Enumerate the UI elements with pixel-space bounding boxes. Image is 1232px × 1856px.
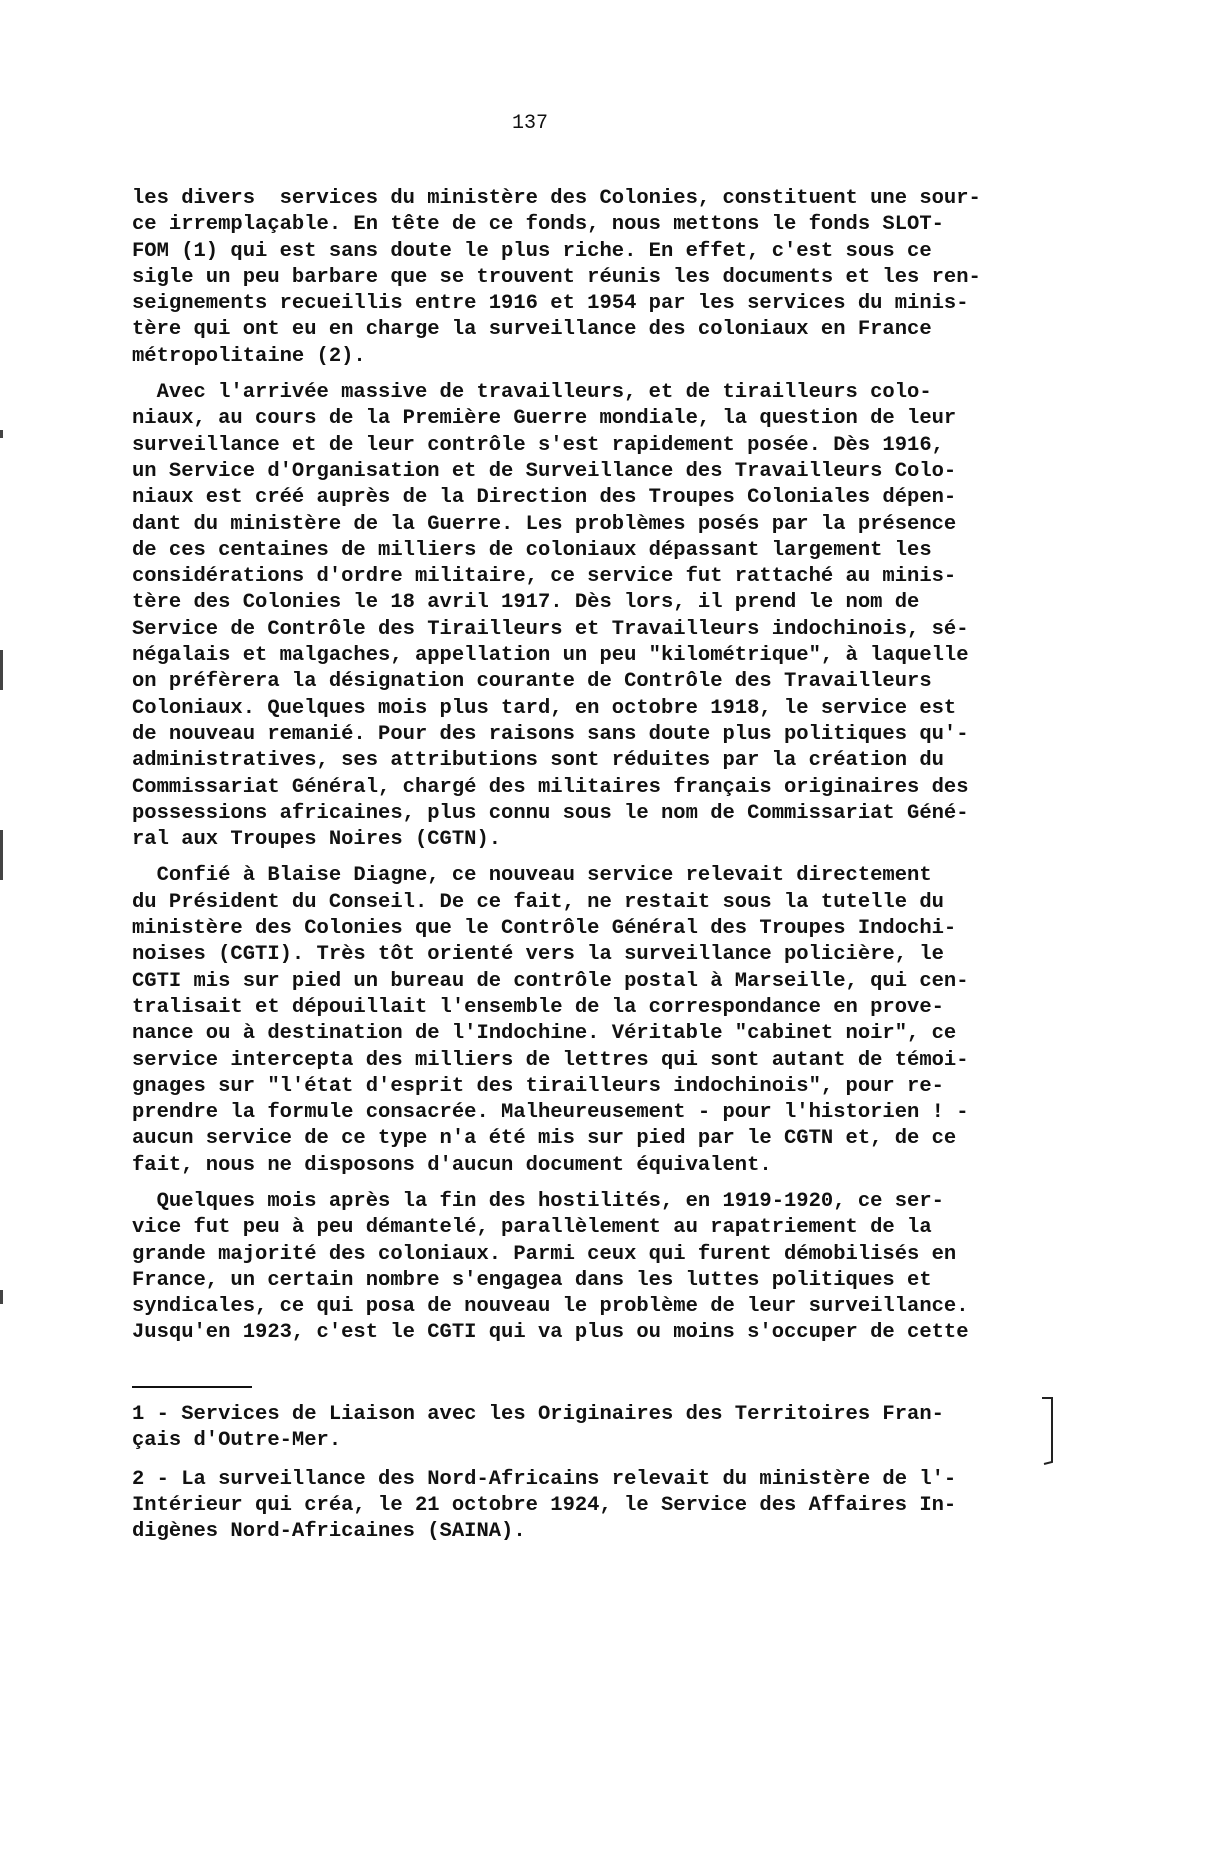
text-line: tère qui ont eu en charge la surveillance des coloniaux en France xyxy=(132,318,932,342)
margin-scan-mark xyxy=(0,650,3,690)
footnote-line: 2 - La surveillance des Nord-Africains relevait du ministère de l'- xyxy=(132,1467,957,1491)
text-line: dant du ministère de la Guerre. Les problèmes posés par la présence xyxy=(132,512,957,536)
text-line: de ces centaines de milliers de coloniaux dépassant largement les xyxy=(132,538,932,562)
margin-scan-mark xyxy=(0,830,3,880)
text-line: Coloniaux. Quelques mois plus tard, en octobre 1918, le service est xyxy=(132,696,957,720)
text-line: seignements recueillis entre 1916 et 1954 par les services du minis- xyxy=(132,292,969,316)
text-line: ce irremplaçable. En tête de ce fonds, nous mettons le fonds SLOT- xyxy=(132,213,944,237)
paragraph-4 xyxy=(132,1189,1032,1347)
paragraph-1 xyxy=(132,186,1032,370)
text-line: Service de Contrôle des Tirailleurs et Travailleurs indochinois, sé- xyxy=(132,617,969,641)
text-line: surveillance et de leur contrôle s'est rapidement posée. Dès 1916, xyxy=(132,433,944,457)
text-line: service intercepta des milliers de lettres qui sont autant de témoi- xyxy=(132,1048,969,1072)
text-line: Avec l'arrivée massive de travailleurs, et de tirailleurs colo- xyxy=(132,381,932,405)
text-line: nance ou à destination de l'Indochine. Véritable "cabinet noir", ce xyxy=(132,1022,957,1046)
margin-scan-mark xyxy=(0,1290,3,1304)
footnote-line: çais d'Outre-Mer. xyxy=(132,1429,342,1453)
footnote-line: digènes Nord-Africaines (SAINA). xyxy=(132,1520,526,1544)
footnotes xyxy=(132,1402,1032,1557)
text-line: CGTI mis sur pied un bureau de contrôle postal à Marseille, qui cen- xyxy=(132,969,969,993)
text-line: métropolitaine (2). xyxy=(132,344,366,368)
text-line: un Service d'Organisation et de Surveillance des Travailleurs Colo- xyxy=(132,459,957,483)
text-line: ministère des Colonies que le Contrôle Général des Troupes Indochi- xyxy=(132,917,957,941)
text-line: noises (CGTI). Très tôt orienté vers la surveillance policière, le xyxy=(132,943,944,967)
text-line: gnages sur "l'état d'esprit des tirailleurs indochinois", pour re- xyxy=(132,1074,944,1098)
text-line: de nouveau remanié. Pour des raisons sans doute plus politiques qu'- xyxy=(132,722,969,746)
text-line: sigle un peu barbare que se trouvent réunis les documents et les ren- xyxy=(132,265,981,289)
text-line: Confié à Blaise Diagne, ce nouveau service relevait directement xyxy=(132,864,932,888)
text-line: considérations d'ordre militaire, ce service fut rattaché au minis- xyxy=(132,565,957,589)
body-text xyxy=(132,186,1032,1357)
paragraph-3 xyxy=(132,863,1032,1179)
bracket-mark xyxy=(1040,1396,1054,1466)
text-line: tralisait et dépouillait l'ensemble de la correspondance en prove- xyxy=(132,995,944,1019)
text-line: Commissariat Général, chargé des militaires français originaires des xyxy=(132,775,969,799)
text-line: tère des Colonies le 18 avril 1917. Dès lors, il prend le nom de xyxy=(132,591,920,615)
text-line: FOM (1) qui est sans doute le plus riche. En effet, c'est sous ce xyxy=(132,239,932,263)
footnote-line: 1 - Services de Liaison avec les Originaires des Territoires Fran- xyxy=(132,1403,944,1426)
text-line: les divers services du ministère des Colonies, constituent une sour- xyxy=(132,187,981,210)
paragraph-2 xyxy=(132,380,1032,853)
text-line: France, un certain nombre s'engagea dans les luttes politiques et xyxy=(132,1268,932,1292)
text-line: on préfèrera la désignation courante de Contrôle des Travailleurs xyxy=(132,670,932,694)
text-line: Jusqu'en 1923, c'est le CGTI qui va plus ou moins s'occuper de cette xyxy=(132,1321,969,1345)
footnote-line: Intérieur qui créa, le 21 octobre 1924, le Service des Affaires In- xyxy=(132,1493,957,1517)
text-line: aucun service de ce type n'a été mis sur pied par le CGTN et, de ce xyxy=(132,1127,957,1151)
text-line: négalais et malgaches, appellation un peu "kilométrique", à laquelle xyxy=(132,644,969,668)
text-line: vice fut peu à peu démantelé, parallèlement au rapatriement de la xyxy=(132,1216,932,1240)
text-line: syndicales, ce qui posa de nouveau le problème de leur surveillance. xyxy=(132,1295,969,1319)
text-line: fait, nous ne disposons d'aucun document équivalent. xyxy=(132,1153,772,1177)
text-line: Quelques mois après la fin des hostilités, en 1919-1920, ce ser- xyxy=(132,1189,944,1213)
text-line: grande majorité des coloniaux. Parmi ceux qui furent démobilisés en xyxy=(132,1242,957,1266)
text-line: administratives, ses attributions sont réduites par la création du xyxy=(132,749,944,773)
margin-scan-mark xyxy=(0,430,3,438)
text-line: prendre la formule consacrée. Malheureusement - pour l'historien ! - xyxy=(132,1101,969,1125)
footnote-1 xyxy=(132,1402,1032,1455)
text-line: niaux, au cours de la Première Guerre mondiale, la question de leur xyxy=(132,407,957,431)
text-line: ral aux Troupes Noires (CGTN). xyxy=(132,828,502,852)
text-line: du Président du Conseil. De ce fait, ne restait sous la tutelle du xyxy=(132,890,944,914)
text-line: niaux est créé auprès de la Direction des Troupes Coloniales dépen- xyxy=(132,486,957,510)
footnote-separator xyxy=(132,1386,252,1388)
footnote-2 xyxy=(132,1467,1032,1546)
page-number: 137 xyxy=(511,112,548,135)
text-line: possessions africaines, plus connu sous le nom de Commissariat Géné- xyxy=(132,801,969,825)
